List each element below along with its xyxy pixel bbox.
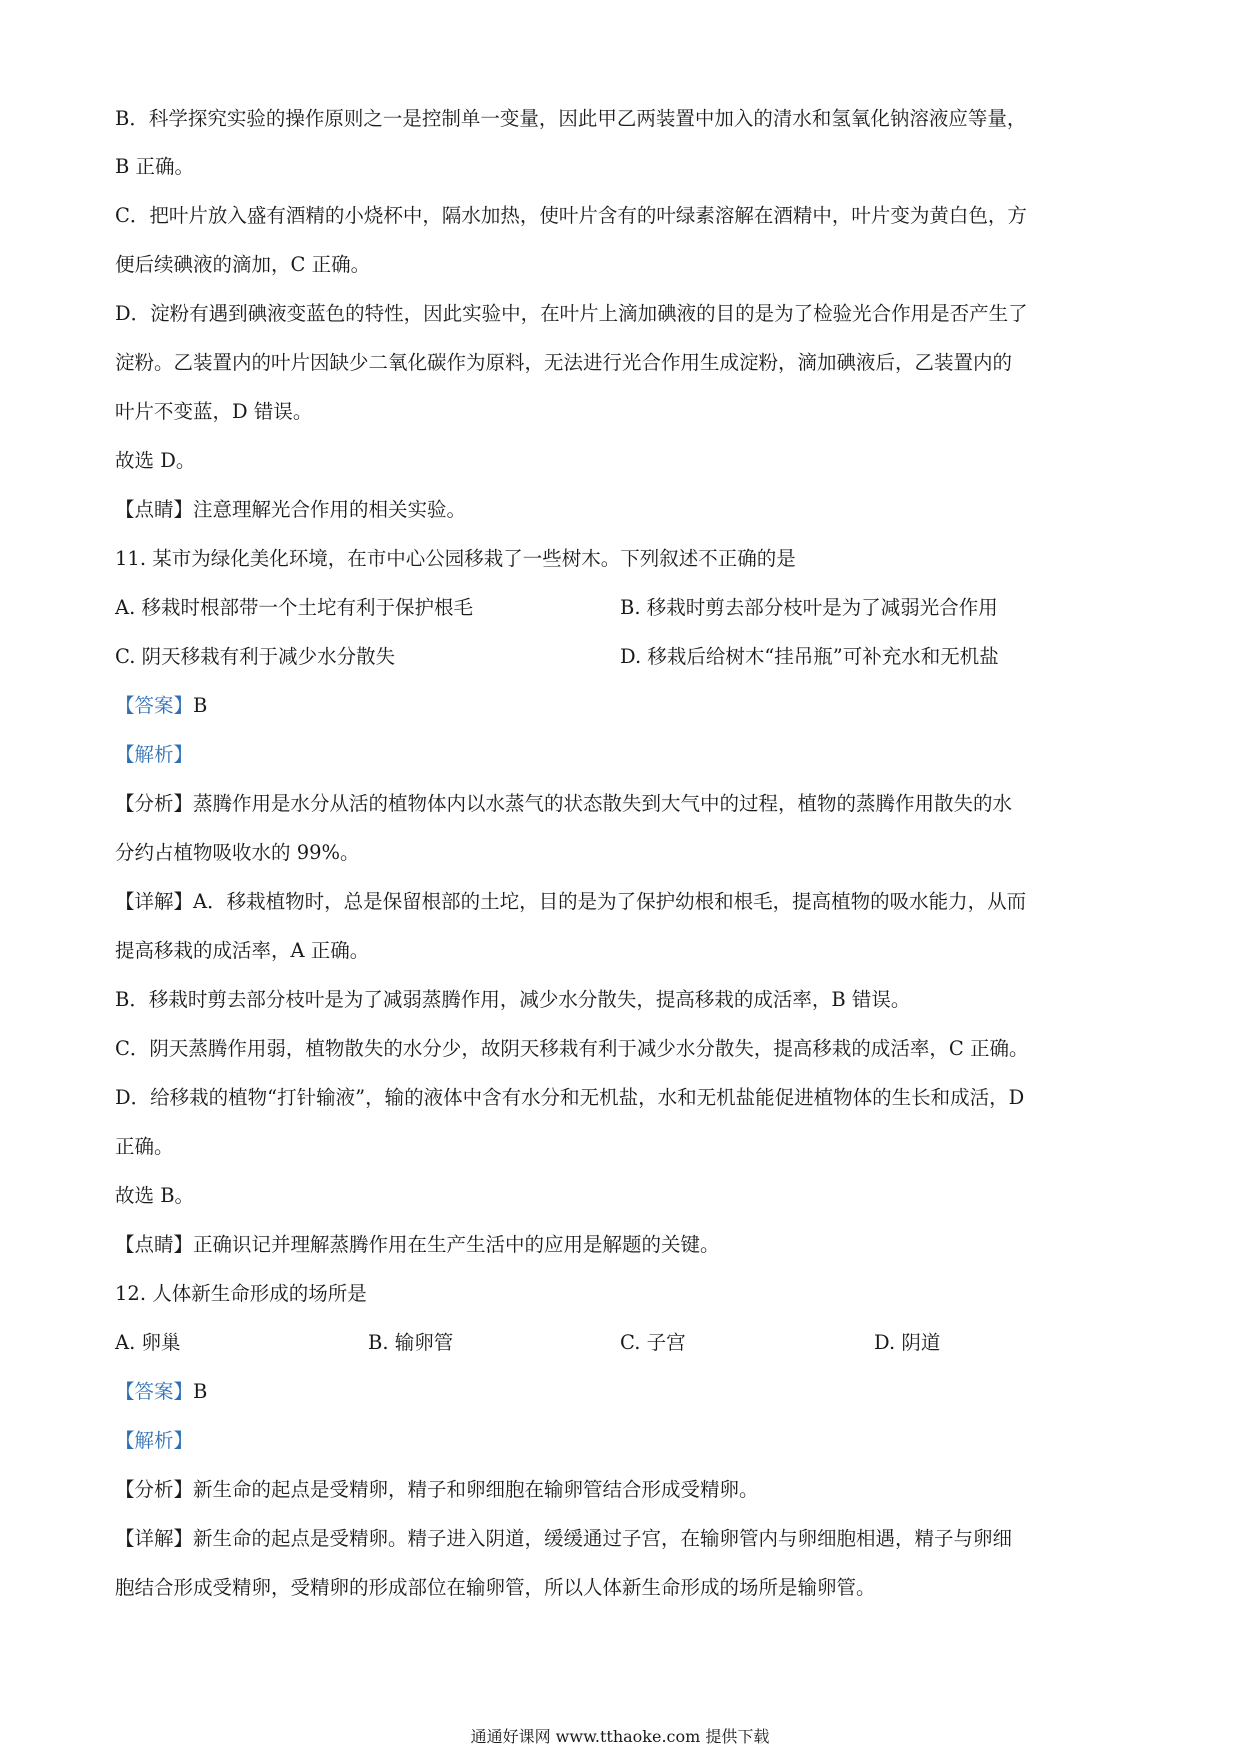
xiangjie-tag: 【详解】 — [115, 1527, 194, 1550]
option-b-explanation-line2: B 正确。 — [115, 155, 195, 178]
q11-option-d: D. 移栽后给树木“挂吊瓶”可补充水和无机盐 — [620, 645, 999, 668]
q12-answer — [115, 1379, 1135, 1405]
dianjing-tag: 【点睛】 — [115, 1233, 194, 1256]
q11-answer — [115, 693, 1135, 719]
q12-options — [115, 1330, 1135, 1356]
q11-xiangjie-a-line2: 提高移栽的成活率，A 正确。 — [115, 939, 370, 962]
fenxi-tag: 【分析】 — [115, 792, 194, 815]
q11-fenxi-line2: 分约占植物吸收水的 99%。 — [115, 841, 360, 864]
option-d-explanation-line1: D．淀粉有遇到碘液变蓝色的特性，因此实验中，在叶片上滴加碘液的目的是为了检验光合作用是否产生了 — [115, 302, 1028, 325]
q12-option-c: C. 子宫 — [620, 1331, 686, 1354]
q11-xiangjie-c: C．阴天蒸腾作用弱，植物散失的水分少，故阴天移栽有利于减少水分散失，提高移栽的成活率，C 正确。 — [115, 1037, 1029, 1060]
option-c-explanation-line1: C．把叶片放入盛有酒精的小烧杯中，隔水加热，使叶片含有的叶绿素溶解在酒精中，叶片变为黄白色，方 — [115, 204, 1027, 227]
q11-option-a: A. 移栽时根部带一个土坨有利于保护根毛 — [115, 596, 473, 619]
q11-stem: 11. 某市为绿化美化环境，在市中心公园移栽了一些树木。下列叙述不正确的是 — [115, 547, 796, 570]
xiangjie-tag: 【详解】 — [115, 890, 194, 913]
dianjing-tag: 【点睛】 — [115, 498, 194, 521]
q11-option-c: C. 阴天移栽有利于减少水分散失 — [115, 645, 396, 668]
dianjing-text: 注意理解光合作用的相关实验。 — [193, 498, 467, 521]
q11-xiangjie-d-line1: D．给移栽的植物“打针输液”，输的液体中含有水分和无机盐，水和无机盐能促进植物体的生长和成活，D — [115, 1086, 1025, 1109]
answer-value: B — [193, 694, 208, 717]
q12-option-d: D. 阴道 — [874, 1331, 941, 1354]
q12-option-a: A. 卵巢 — [115, 1331, 181, 1354]
q12-jiexi-tag: 【解析】 — [115, 1429, 194, 1452]
option-c-explanation-line2: 便后续碘液的滴加，C 正确。 — [115, 253, 371, 276]
q12-stem: 12. 人体新生命形成的场所是 — [115, 1282, 367, 1305]
q12-xiangjie-line2: 胞结合形成受精卵，受精卵的形成部位在输卵管，所以人体新生命形成的场所是输卵管。 — [115, 1576, 876, 1599]
q12-option-b: B. 输卵管 — [368, 1331, 454, 1354]
page-footer: 通通好课网 www.tthaoke.com 提供下载 — [470, 1727, 770, 1746]
answer-tag: 【答案】 — [115, 694, 194, 717]
answer-value: B — [193, 1380, 208, 1403]
q11-xiangjie-b: B．移栽时剪去部分枝叶是为了减弱蒸腾作用，减少水分散失，提高移栽的成活率，B 错误。 — [115, 988, 911, 1011]
q11-options-row1 — [115, 595, 1135, 621]
answer-tag: 【答案】 — [115, 1380, 194, 1403]
option-d-explanation-line3: 叶片不变蓝，D 错误。 — [115, 400, 313, 423]
fenxi-text: 蒸腾作用是水分从活的植物体内以水蒸气的状态散失到大气中的过程，植物的蒸腾作用散失的水 — [193, 792, 1013, 815]
q11-xiangjie-d-line2: 正确。 — [115, 1135, 174, 1158]
q11-options-row2 — [115, 644, 1135, 670]
xiangjie-text: 新生命的起点是受精卵。精子进入阴道，缓缓通过子宫，在输卵管内与卵细胞相遇，精子与卵细 — [193, 1527, 1013, 1550]
fenxi-text: 新生命的起点是受精卵，精子和卵细胞在输卵管结合形成受精卵。 — [193, 1478, 759, 1501]
q12-xiangjie-line1 — [115, 1526, 1135, 1552]
q12-fenxi — [115, 1477, 1135, 1503]
fenxi-tag: 【分析】 — [115, 1478, 194, 1501]
prev-dianjing — [115, 497, 1135, 523]
prev-selection: 故选 D。 — [115, 449, 196, 472]
q11-option-b: B. 移栽时剪去部分枝叶是为了减弱光合作用 — [620, 596, 998, 619]
option-d-explanation-line2: 淀粉。乙装置内的叶片因缺少二氧化碳作为原料，无法进行光合作用生成淀粉，滴加碘液后，乙装置内的 — [115, 351, 1013, 374]
q11-dianjing — [115, 1232, 1135, 1258]
q11-jiexi-tag: 【解析】 — [115, 743, 194, 766]
dianjing-text: 正确识记并理解蒸腾作用在生产生活中的应用是解题的关键。 — [193, 1233, 720, 1256]
xiangjie-text: A．移栽植物时，总是保留根部的土坨，目的是为了保护幼根和根毛，提高植物的吸水能力，从而 — [193, 890, 1027, 913]
q11-xiangjie-a-line1 — [115, 889, 1135, 915]
option-b-explanation-line1: B．科学探究实验的操作原则之一是控制单一变量，因此甲乙两装置中加入的清水和氢氧化钠溶液应等量， — [115, 107, 1027, 130]
q11-fenxi-line1 — [115, 791, 1135, 817]
q11-selection: 故选 B。 — [115, 1184, 195, 1207]
